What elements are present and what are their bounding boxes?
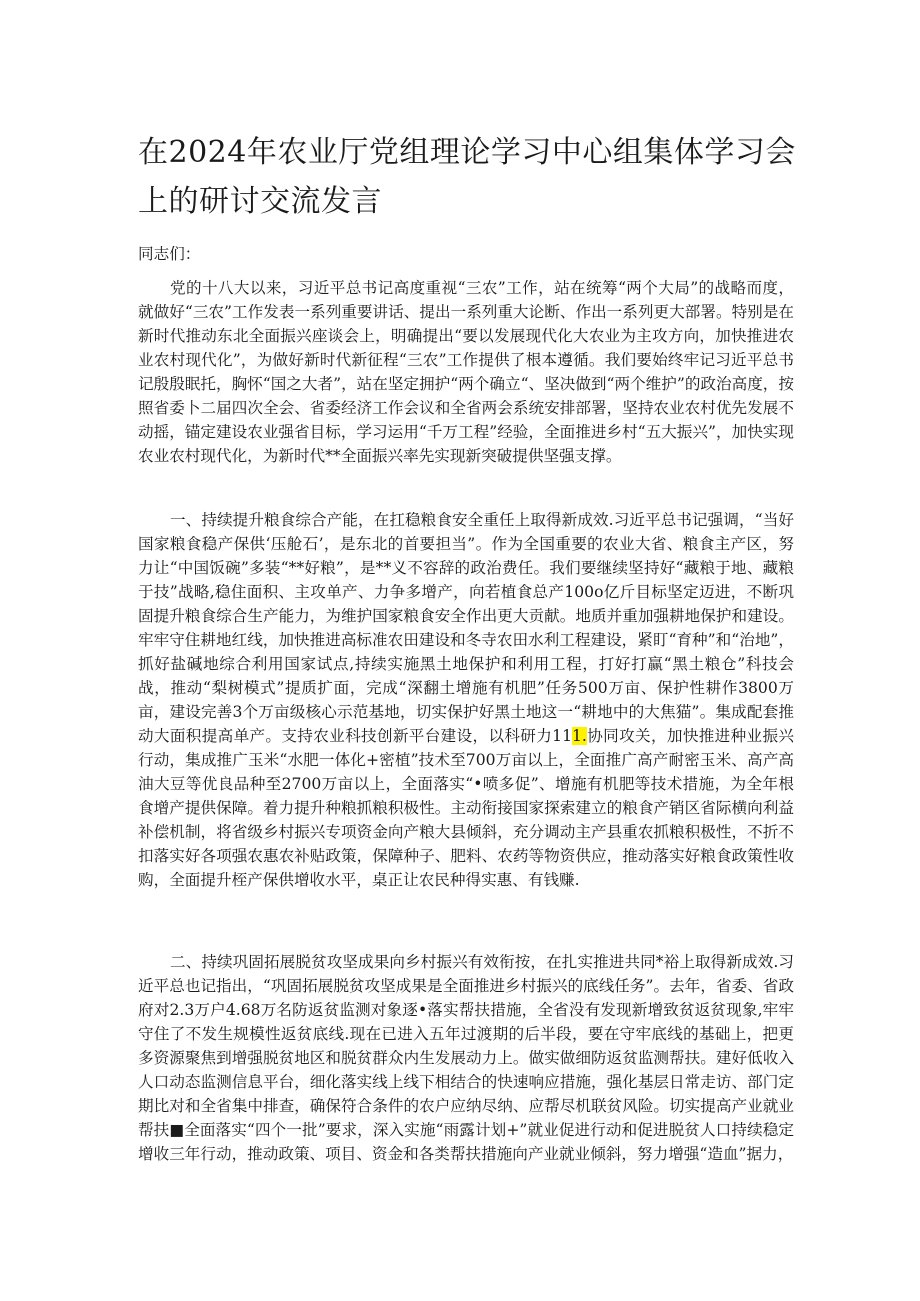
paragraph-section-two: 二、持续巩固拓展脱贫攻坚成果向乡村振兴有效衔按，在扎实推进共同*裕上取得新成效.习近平总也记指出，“巩固拓展脱贫攻坚成果是全面推进乡村振兴的底线任务”。去年，省委、省政府对2.3万户4.68万名防返贫监测对象逐•落实帮扶措施，全省没有发现新增致贫返贫现象,牢牢守住了不发生规模性返贫底线.现在已进入五年过渡期的后半段，要在守牢底线的基础上，把更多资源聚焦到增强脱贫地区和脱贫群众内生发展动力上。做实做细防返贫监测帮扶。建好低收入人口动态监测信息平台，细化落实线上线下相结合的快速响应措施，强化基层日常走访、部门定期比对和全省集中排查，确保符合条件的农户应纳尽纳、应帮尽机联贫风险。切实提高产业就业帮扶■全面落实“四个一批”要求，深入实施“雨露计划+”就业促进行动和促进脱贫人口持续稳定增收三年行动，推动政策、项目、资金和各类帮扶措施向产业就业倾斜，努力增强“造血”据力， xyxy=(138,953,794,1163)
paragraph-section-one xyxy=(138,508,794,892)
paragraph-section-one-text-b: 协同攻关，加快推进种业振兴行动，集成推广玉米“水肥一体化+密植”技术至700万亩以上，全面推广高产耐密玉米、高产高油大豆等优良品种至2700万亩以上，全面落实“•喷多促”、增施有机肥等技术措施，为全年根食增产提供保障。着力提升种粮抓粮积极性。主动衔接国家探索建立的粮食产销区省际横向利益补偿机制，将省级乡村振兴专项资金向产粮大县倾斜，充分调动主产县重农抓粮积极性，不折不扣落实好各项强农惠农补贴政策，保障种子、肥料、农药等物资供应，推动落实好粮食政策性收购，全面提升桎产保供增收水平，桌正让农民种得实惠、有钱赚. xyxy=(138,727,794,889)
salutation: 同志们： xyxy=(138,245,201,263)
highlighted-text: 1. xyxy=(572,727,587,745)
paragraph-intro: 党的十八大以来，习近平总书记高度重视“三农”工作，站在统筹“两个大局”的战略而度，就做好“三农”工作发表一系列重要讲话、提出一系列重大论断、作出一系列更大部署。特别是在新时代推动东北全面振兴座谈会上，明确提出“要以发展现代化大农业为主攻方向，加快推进农业农村现代化”，为做好新时代新征程“三农”工作提供了根本遵循。我们要始终牢记习近平总书记殷殷眠托，胸怀“国之大者”，站在坚定拥护“两个确立“、坚决做到“两个维护”的政治高度，按照省委卜二届四次全会、省委经济工作会议和全省两会系统安排部署，坚持农业农村优先发展不动摇，锚定建设农业强省目标，学习运用“千万工程”经验，全面推进乡村“五大振兴”，加快实现农业农村现代化，为新时代**全面振兴率先实现新突破提供坚强支撑。 xyxy=(138,279,794,465)
document-title: 在2024年农业厅党组理论学习中心组集体学习会上的研讨交流发言 xyxy=(138,135,796,219)
paragraph-section-one-text-a: 一、持续提升粮食综合产能，在扛稳粮食安全重任上取得新成效.习近平总书记强调，“当好国家粮食稳产保供‘压舱石’，是东北的首要担当”。作为全国重要的农业大省、粮食主产区，努力让“中国饭碗”多装“**好粮”，是**义不容辞的政治费任。我们要继续坚持好“藏粮于地、藏粮于技”战略,稳住面积、主攻单产、力争多增产，向若植食总产100o亿斤目标坚定迈进，不断巩固提升粮食综合生产能力，为维护国家粮食安全作出更大贡献。地质并重加强耕地保护和建设。牢牢守住耕地红线，加快推进高标准农田建设和冬寺农田水利工程建设，紧盯“育种”和“治地”，抓好盐碱地综合利用国家试点,持续实施黑土地保护和利用工程，打好打赢“黑土粮仓”科技会战，推动“梨树模式”提质扩面，完成“深翻土增施有机肥”任务500万亩、保护性耕作3800万亩，建设完善3个万亩级核心示范基地，切实保护好黑土地这一“耕地中的大焦猫”。集成配套推动大面积提高单产。支持农业科技创新平台建设，以科研力11 xyxy=(138,511,794,745)
